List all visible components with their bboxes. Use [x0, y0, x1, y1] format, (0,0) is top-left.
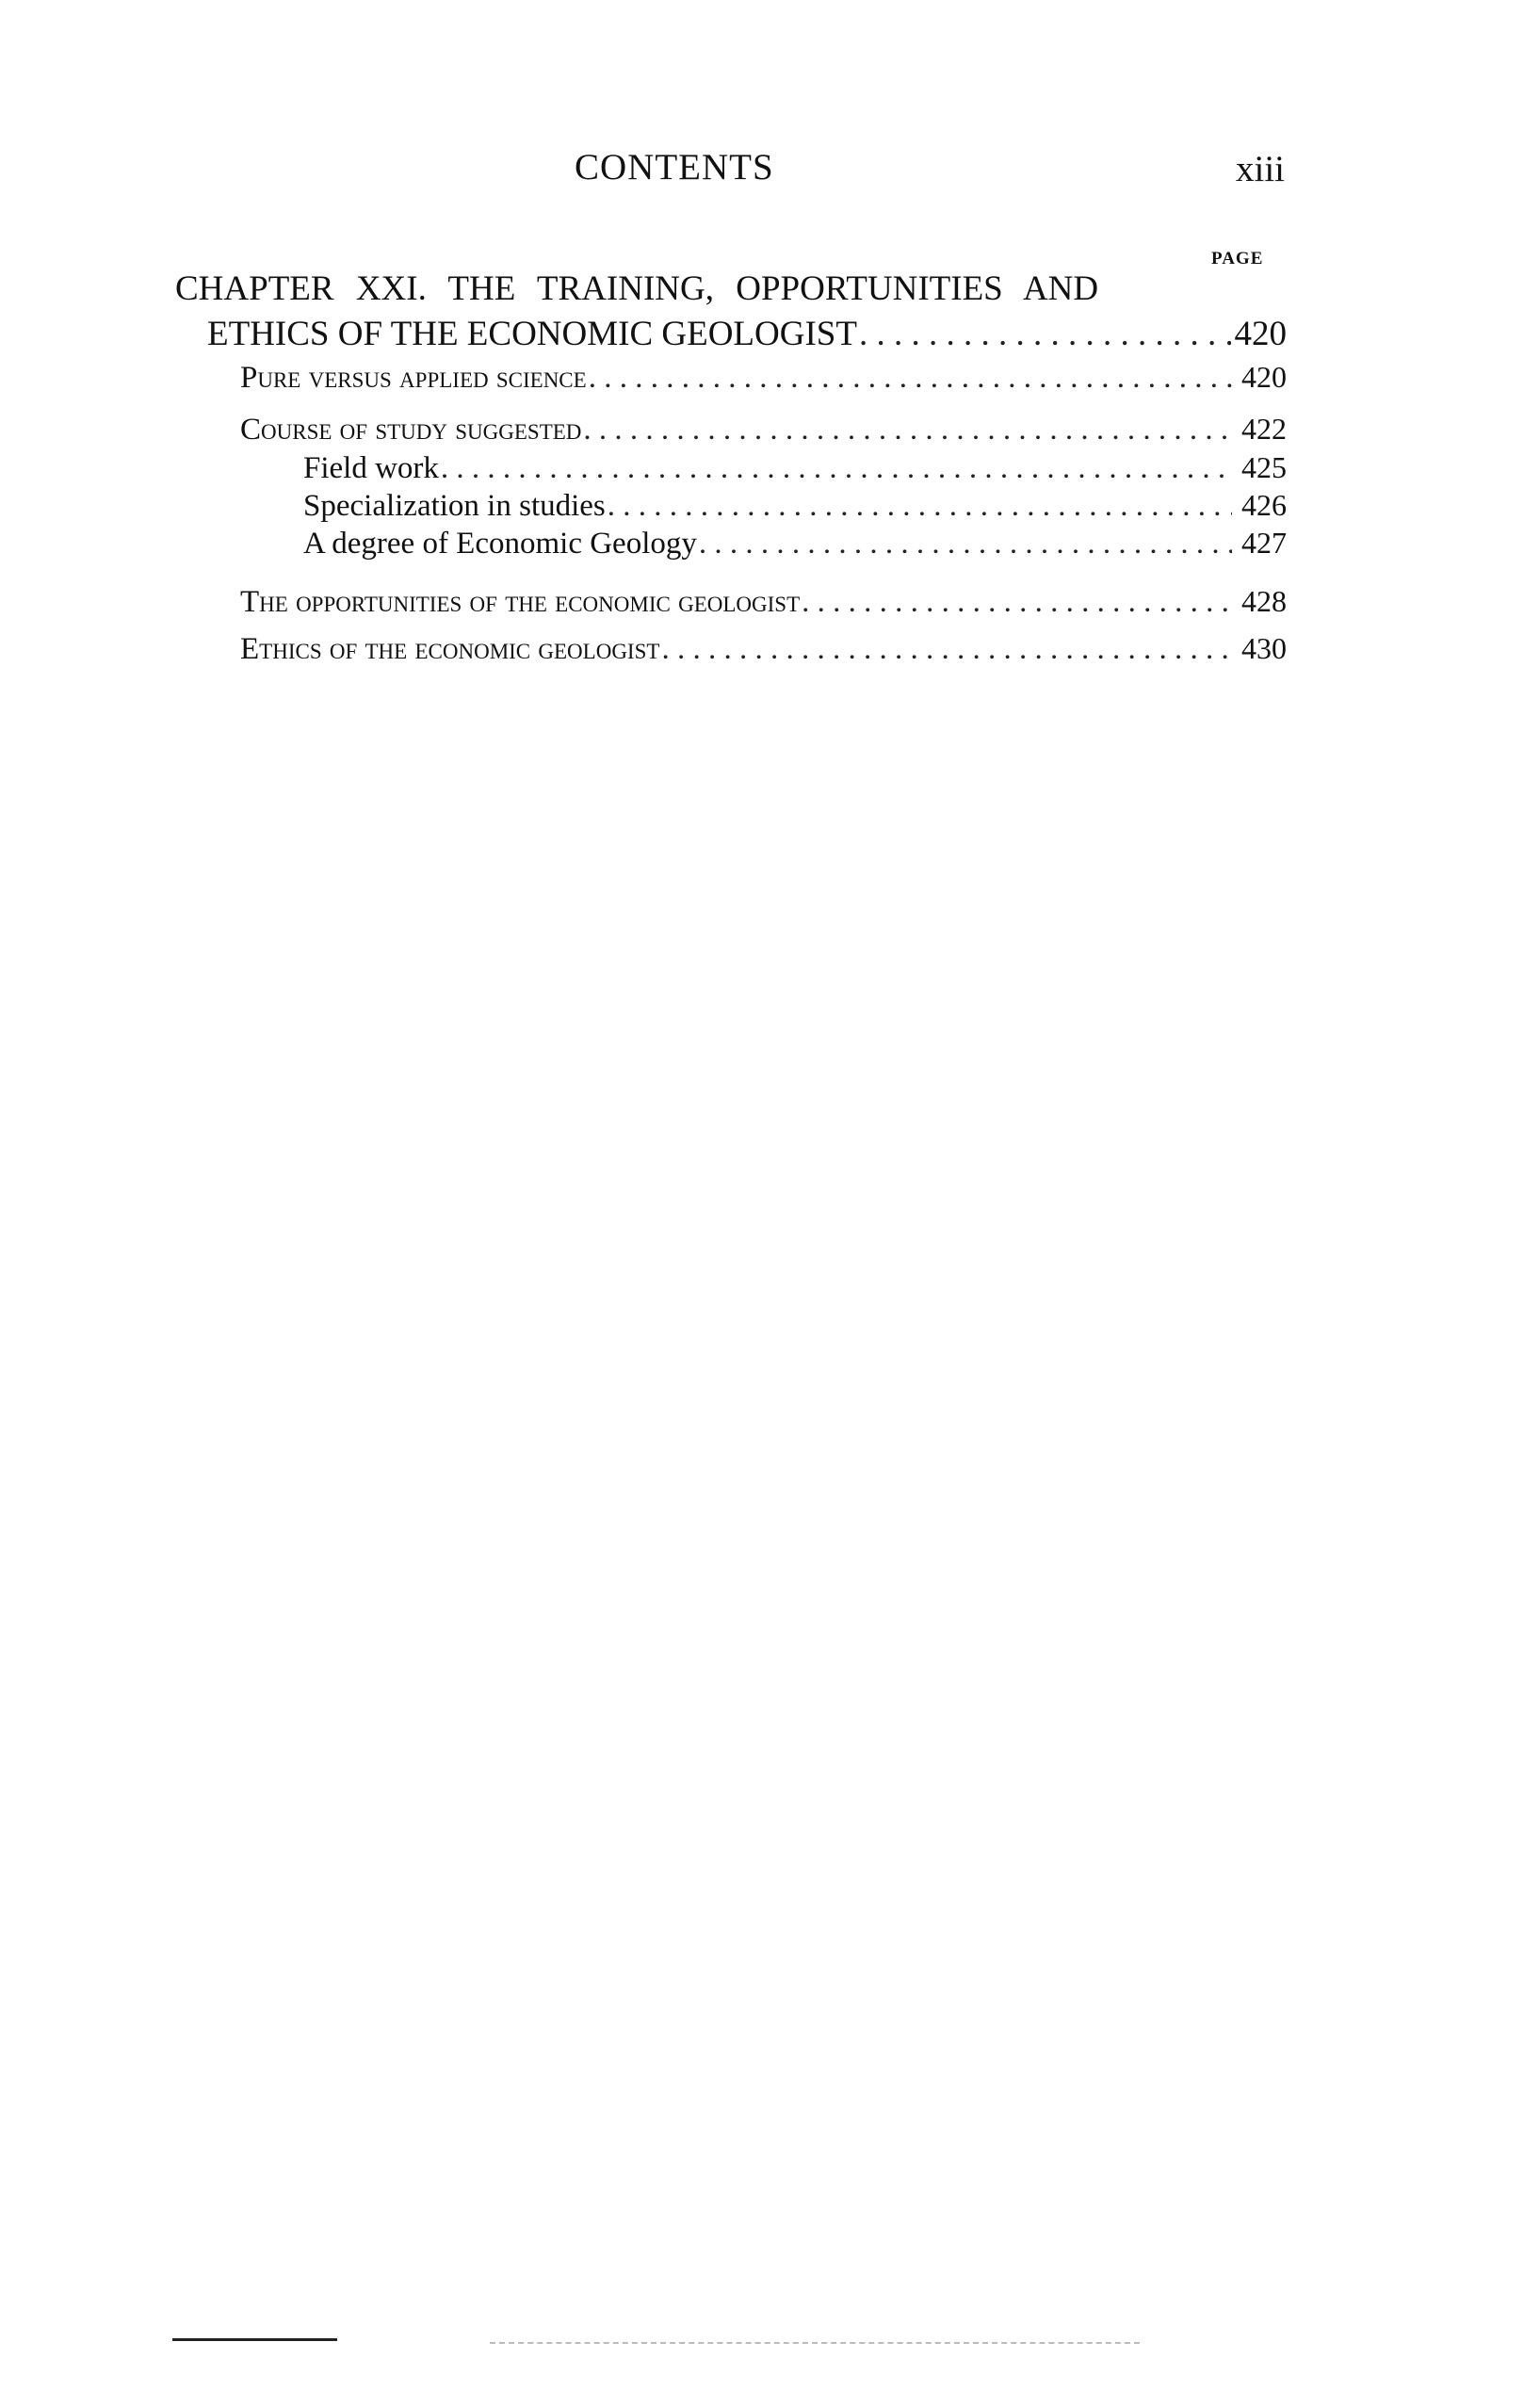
toc-subentry-page: 426 [1241, 488, 1287, 522]
chapter-entry [207, 314, 1287, 354]
toc-entry-label: The opportunities of the economic geologist [240, 585, 801, 619]
dot-leader [608, 489, 1232, 524]
toc-subentry-page: 425 [1241, 450, 1287, 484]
dot-leader [589, 361, 1232, 396]
chapter-page-number: 420 [1234, 315, 1287, 353]
dot-leader [859, 314, 1231, 354]
dot-leader [441, 451, 1232, 486]
dot-leader [802, 585, 1232, 620]
toc-entry-label: Course of study suggested [240, 413, 582, 447]
dot-leader [661, 632, 1232, 667]
toc-subentry [303, 488, 1287, 524]
toc-subentry-label: A degree of Economic Geology [303, 527, 697, 561]
toc-entry [240, 584, 1287, 620]
toc-subentry [303, 526, 1287, 561]
toc-entry-label: Pure versus applied science [240, 361, 587, 395]
toc-entry [240, 631, 1287, 667]
page-column-label: PAGE [1211, 249, 1264, 268]
toc-entry [240, 412, 1287, 447]
page-number: xiii [1236, 149, 1286, 189]
toc-entry-label: Ethics of the economic geologist [240, 632, 660, 666]
dot-leader [699, 527, 1232, 561]
toc-entry-page: 422 [1241, 412, 1287, 446]
toc-subentry-page: 427 [1241, 526, 1287, 560]
toc-entry-page: 430 [1241, 631, 1287, 665]
chapter-title-line-1: CHAPTER XXI. THE TRAINING, OPPORTUNITIES AND [175, 269, 1099, 308]
chapter-title-line-2: ETHICS OF THE ECONOMIC GEOLOGIST [207, 315, 857, 353]
toc-entry-page: 420 [1241, 360, 1287, 394]
running-head [0, 146, 1540, 203]
dot-leader [583, 413, 1232, 447]
scan-artifact-line [490, 2342, 1140, 2345]
page-title: CONTENTS [575, 147, 774, 187]
chapter-heading [175, 269, 1287, 309]
toc-subentry-label: Specialization in studies [303, 489, 606, 523]
toc-entry [240, 360, 1287, 396]
toc-entry-page: 428 [1241, 584, 1287, 618]
footer-rule [172, 2338, 337, 2341]
toc-subentry-label: Field work [303, 451, 439, 485]
toc-subentry [303, 450, 1287, 486]
